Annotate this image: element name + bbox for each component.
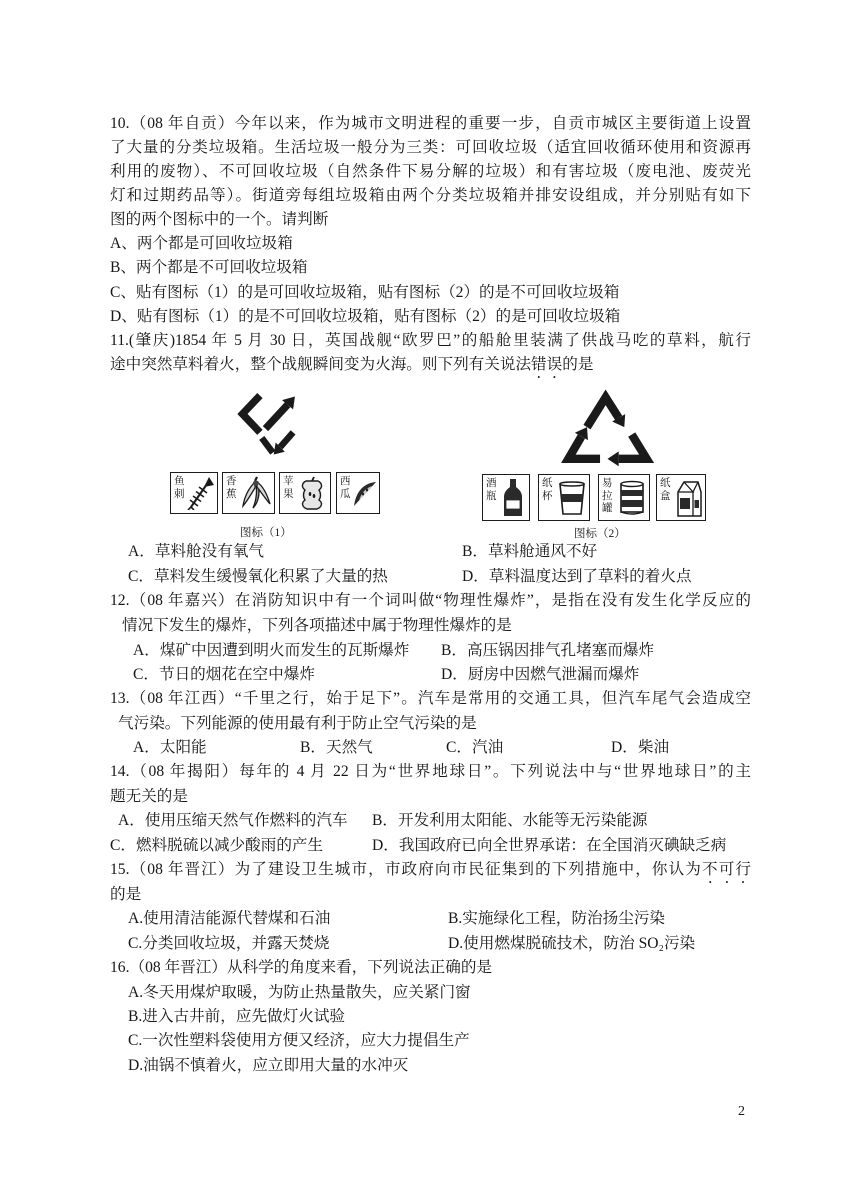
item-label: 苹果 — [283, 476, 294, 500]
recycle-symbol-icon — [560, 388, 655, 470]
q11-option-d: D．草料温度达到了草料的着火点 — [462, 568, 692, 585]
q14-option-c: C．燃料脱硫以减少酸雨的产生 — [110, 837, 324, 854]
q11-stem-line: 11.(肇庆)1854 年 5 月 30 日，英国战舰“欧罗巴”的船舱里装满了供战马吃的草料，航行 — [110, 332, 751, 349]
item-label: 西瓜 — [340, 476, 351, 500]
emphasized-text: 错误 — [531, 356, 563, 373]
q16-option-d: D.油锅不慎着火，应立即用大量的水冲灭 — [128, 1057, 409, 1074]
apple-core-box — [279, 472, 331, 514]
item-label: 鱼刺 — [174, 476, 185, 500]
q11-option-a: A．草料舱没有氧气 — [128, 543, 265, 560]
q10-stem-line: 灯和过期药品等）。街道旁每组垃圾箱由两个分类垃圾箱并排安设组成，并分别贴有如下 — [110, 187, 751, 204]
can-body — [621, 484, 643, 512]
q16-option-a: A.冬天用煤炉取暖，为防止热量散失，应关紧门窗 — [128, 984, 471, 1001]
apple-core-icon — [297, 476, 327, 511]
peel-flap — [243, 482, 255, 506]
recycle-arrow-stroke — [568, 436, 600, 458]
item-label: 纸盒 — [660, 478, 671, 502]
q14-option-d: D．我国政府已向全世界承诺：在全国消灭碘缺乏病 — [372, 837, 727, 854]
paper-cup-icon — [558, 480, 586, 516]
peel-top — [253, 481, 259, 486]
q10-option-d: D、贴有图标（1）的是不可回收垃圾箱，贴有图标（2）的是可回收垃圾箱 — [110, 308, 621, 325]
paper-cup-box — [538, 474, 590, 521]
q10-stem-line: 图的两个图标中的一个。请判断 — [110, 211, 329, 228]
q10-stem-line: 10.（08 年自贡）今年以来，作为城市文明进程的重要一步，自贡市城区主要街道上设置 — [110, 115, 751, 132]
q11-option-b: B．草料舱通风不好 — [462, 543, 598, 560]
carton-print — [695, 500, 700, 508]
q16-stem-line: 16.（08 年晋江）从科学的角度来看，下列说法正确的是 — [110, 959, 493, 976]
melon-seed — [366, 489, 368, 492]
recycle-arrow-head — [608, 451, 619, 466]
fish-bone-box — [170, 472, 218, 514]
q15-option-b: B.实施绿化工程，防治扬尘污染 — [448, 910, 666, 927]
pop-can-box — [598, 474, 650, 521]
emphasized-text: 不可行 — [702, 861, 751, 878]
q13-option-b: B．天然气 — [300, 739, 373, 756]
can-stripe — [621, 490, 643, 496]
cup-band — [561, 494, 583, 502]
melon-seed — [362, 493, 364, 496]
item-label: 纸杯 — [542, 478, 553, 502]
fish-tail — [188, 507, 194, 510]
q10-option-c: C、贴有图标（1）的是可回收垃圾箱，贴有图标（2）的是不可回收垃圾箱 — [110, 284, 620, 301]
q11-option-c: C．草料发生缓慢氧化积累了大量的热 — [128, 568, 388, 585]
icon-1-caption: 图标（1） — [240, 527, 292, 539]
q12-option-d: D．厨房中因燃气泄漏而爆炸 — [441, 666, 640, 683]
banana-peel-icon — [240, 476, 272, 511]
q13-stem-line: 气污染。下列能源的使用最有利于防止空气污染的是 — [118, 715, 477, 732]
q10-stem-line: 利用的废物）、不可回收垃圾（自然条件下易分解的垃圾）和有害垃圾（废电池、废荧光 — [110, 163, 751, 180]
q10-stem-line: 了大量的分类垃圾箱。生活垃圾一般分为三类：可回收垃圾（适宜回收循环使用和资源再 — [110, 139, 751, 156]
wine-bottle-icon — [500, 478, 526, 518]
q12-stem-line: 12.（08 年嘉兴）在消防知识中有一个词叫做“物理性爆炸”，是指在没有发生化学反应的 — [110, 592, 751, 609]
paper-carton-icon — [675, 478, 703, 518]
page-number: 2 — [738, 1104, 745, 1119]
item-label: 酒瓶 — [486, 478, 497, 502]
q13-option-d: D．柴油 — [611, 739, 670, 756]
recycle-arrow-stroke — [587, 397, 619, 427]
q12-option-a: A．煤矿中因遭到明火而发生的瓦斯爆炸 — [133, 642, 410, 659]
q13-stem-line: 13.（08 年江西）“千里之行，始于足下”。汽车是常用的交通工具，但汽车尾气会造成空 — [110, 690, 751, 707]
q14-option-a: A．使用压缩天然气作燃料的汽车 — [118, 812, 348, 829]
q15-stem-line — [110, 859, 751, 881]
recycle-arrow-stroke — [619, 435, 647, 459]
can-top — [621, 482, 643, 487]
icon-2-caption: 图标（2） — [574, 528, 626, 540]
q13-option-c: C．汽油 — [446, 739, 504, 756]
q14-stem-line: 14.（08 年揭阳）每年的 4 月 22 日为“世界地球日”。下列说法中与“世界地球日”的主 — [110, 763, 751, 780]
q15-stem-line: 的是 — [110, 886, 142, 903]
q11-stem-text: 的是 — [562, 356, 594, 373]
carton-print — [680, 498, 690, 509]
q12-stem-line: 情况下发生的爆炸，下列各项描述中属于物理性爆炸的是 — [122, 617, 512, 634]
q16-option-c: C.一次性塑料袋使用方便又经济，应大力提倡生产 — [128, 1032, 470, 1049]
banana-peel-box — [222, 472, 275, 514]
apple-core-body — [302, 481, 321, 509]
q15-option-a: A.使用清洁能源代替煤和石油 — [128, 910, 331, 927]
fish-bone-icon — [187, 476, 215, 510]
q10-option-b: B、两个都是不可回收垃圾箱 — [110, 259, 308, 276]
item-label: 香蕉 — [226, 476, 237, 500]
q12-option-c: C．节日的烟花在空中爆炸 — [133, 666, 315, 683]
watermelon-rind-box — [336, 472, 380, 514]
apple-seed — [313, 494, 316, 498]
q15-option-d: D.使用燃煤脱硫技术，防治 SO₂污染 — [448, 935, 696, 952]
bottle-body — [504, 479, 522, 516]
q11-stem-text: 途中突然草料着火，整个战舰瞬间变为火海。则下列有关说法 — [110, 356, 532, 373]
non-recyclable-symbol-icon — [234, 390, 308, 460]
can-stripe — [621, 500, 643, 507]
q15-stem-text: 15.（08 年晋江）为了建设卫生城市，市政府向市民征集到的下列措施中，你认为 — [110, 861, 702, 878]
watermelon-rind-icon — [352, 479, 378, 509]
q16-option-b: B.进入古井前，应先做灯火试验 — [128, 1008, 346, 1025]
q14-option-b: B．开发利用太阳能、水能等无污染能源 — [372, 812, 648, 829]
q10-option-a: A、两个都是可回收垃圾箱 — [110, 235, 293, 252]
wine-bottle-box — [482, 474, 530, 521]
item-label: 易拉罐 — [602, 478, 613, 514]
q12-option-b: B．高压锅因排气孔堵塞而爆炸 — [441, 642, 655, 659]
arrow-shaft — [265, 405, 287, 429]
q15-option-c: C.分类回收垃圾，并露天焚烧 — [128, 935, 330, 952]
bottle-label — [506, 500, 520, 509]
paper-carton-box — [656, 474, 706, 521]
q14-stem-line: 题无关的是 — [110, 788, 188, 805]
q13-option-a: A．太阳能 — [133, 739, 207, 756]
fish-head — [204, 477, 214, 487]
apple-seed — [309, 492, 312, 496]
q11-stem-line — [110, 354, 593, 376]
peel-stem — [255, 477, 257, 481]
bar-stroke — [262, 438, 273, 453]
cup-rim — [560, 482, 584, 486]
pop-can-icon — [618, 480, 646, 516]
chevron-stroke — [242, 396, 259, 433]
arrow-shaft — [280, 432, 293, 447]
